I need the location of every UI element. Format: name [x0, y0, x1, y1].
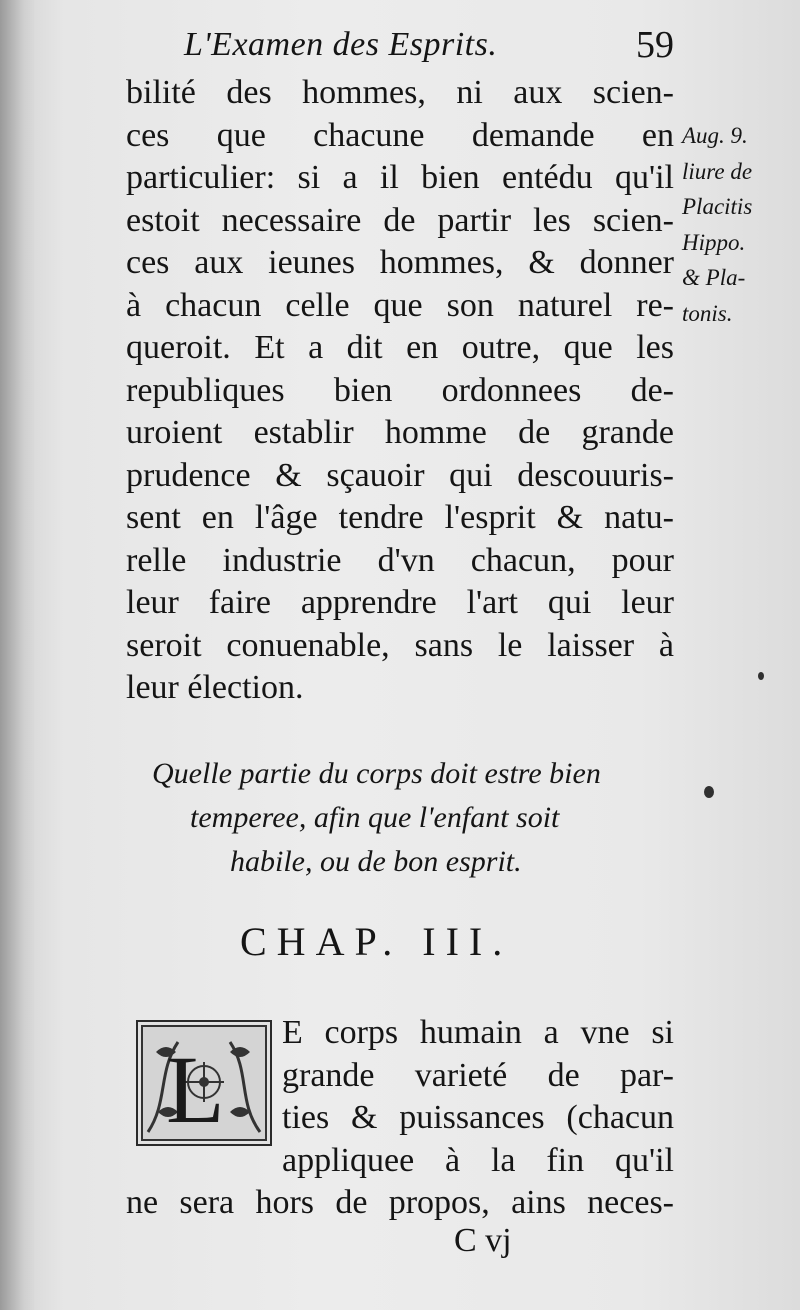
text-line: estoit necessaire de partir les scien- — [126, 201, 674, 239]
text-line: uroient establir homme de grande — [126, 414, 674, 451]
book-page — [34, 0, 774, 1310]
page-header — [184, 22, 674, 68]
chapter-text — [126, 1012, 674, 1225]
margin-note-line: liure de — [682, 158, 753, 184]
text-line: ties & puissances (chacun — [282, 1099, 674, 1136]
text-line: à chacun celle que son naturel re- — [126, 286, 674, 324]
page-number: 59 — [636, 24, 674, 66]
margin-note-line: Placitis — [682, 194, 753, 219]
text-line: bilité des hommes, ni aux scien- — [126, 74, 674, 111]
text-line: appliquee à la fin qu'il — [282, 1141, 674, 1179]
text-line: E corps humain a vne si — [282, 1014, 674, 1051]
text-line: republiques bien ordonnees de- — [126, 371, 674, 409]
text-line: prudence & sçauoir qui descouuris- — [126, 456, 674, 494]
text-line: leur faire apprendre l'art qui leur — [126, 584, 674, 621]
running-head: L'Examen des Esprits. — [184, 26, 498, 63]
margin-note-line: tonis. — [682, 300, 733, 326]
margin-note-line: Aug. 9. — [682, 123, 748, 148]
text-line: queroit. Et a dit en outre, que les — [126, 329, 674, 366]
text-line: sent en l'âge tendre l'esprit & natu- — [126, 499, 674, 536]
subheading-line: temperee, afin que l'enfant soit — [190, 801, 560, 834]
subheading-line: habile, ou de bon esprit. — [230, 845, 522, 878]
page-edge — [0, 0, 34, 1310]
ink-speck — [758, 672, 764, 680]
signature-mark: C vj — [454, 1222, 512, 1259]
margin-note-line: & Pla- — [682, 265, 746, 290]
subheading-line: Quelle partie du corps doit estre bien — [152, 757, 601, 790]
text-line: grande varieté de par- — [282, 1056, 674, 1094]
ink-speck — [704, 786, 714, 798]
section-subheading — [152, 752, 692, 884]
text-line: seroit conuenable, sans le laisser à — [126, 626, 674, 664]
drop-cap-letter: L — [166, 1036, 225, 1143]
margin-note — [682, 118, 800, 331]
text-line: leur élection. — [126, 669, 304, 706]
body-text — [126, 72, 674, 710]
margin-note-line: Hippo. — [682, 229, 746, 255]
text-line: ces que chacune demande en — [126, 116, 674, 154]
text-line: relle industrie d'vn chacun, pour — [126, 541, 674, 579]
chapter-title: CHAP. III. — [240, 919, 513, 964]
text-line: ne sera hors de propos, ains neces- — [126, 1184, 674, 1221]
text-line: ces aux ieunes hommes, & donner — [126, 244, 674, 281]
text-line: particulier: si a il bien entédu qu'il — [126, 159, 674, 196]
